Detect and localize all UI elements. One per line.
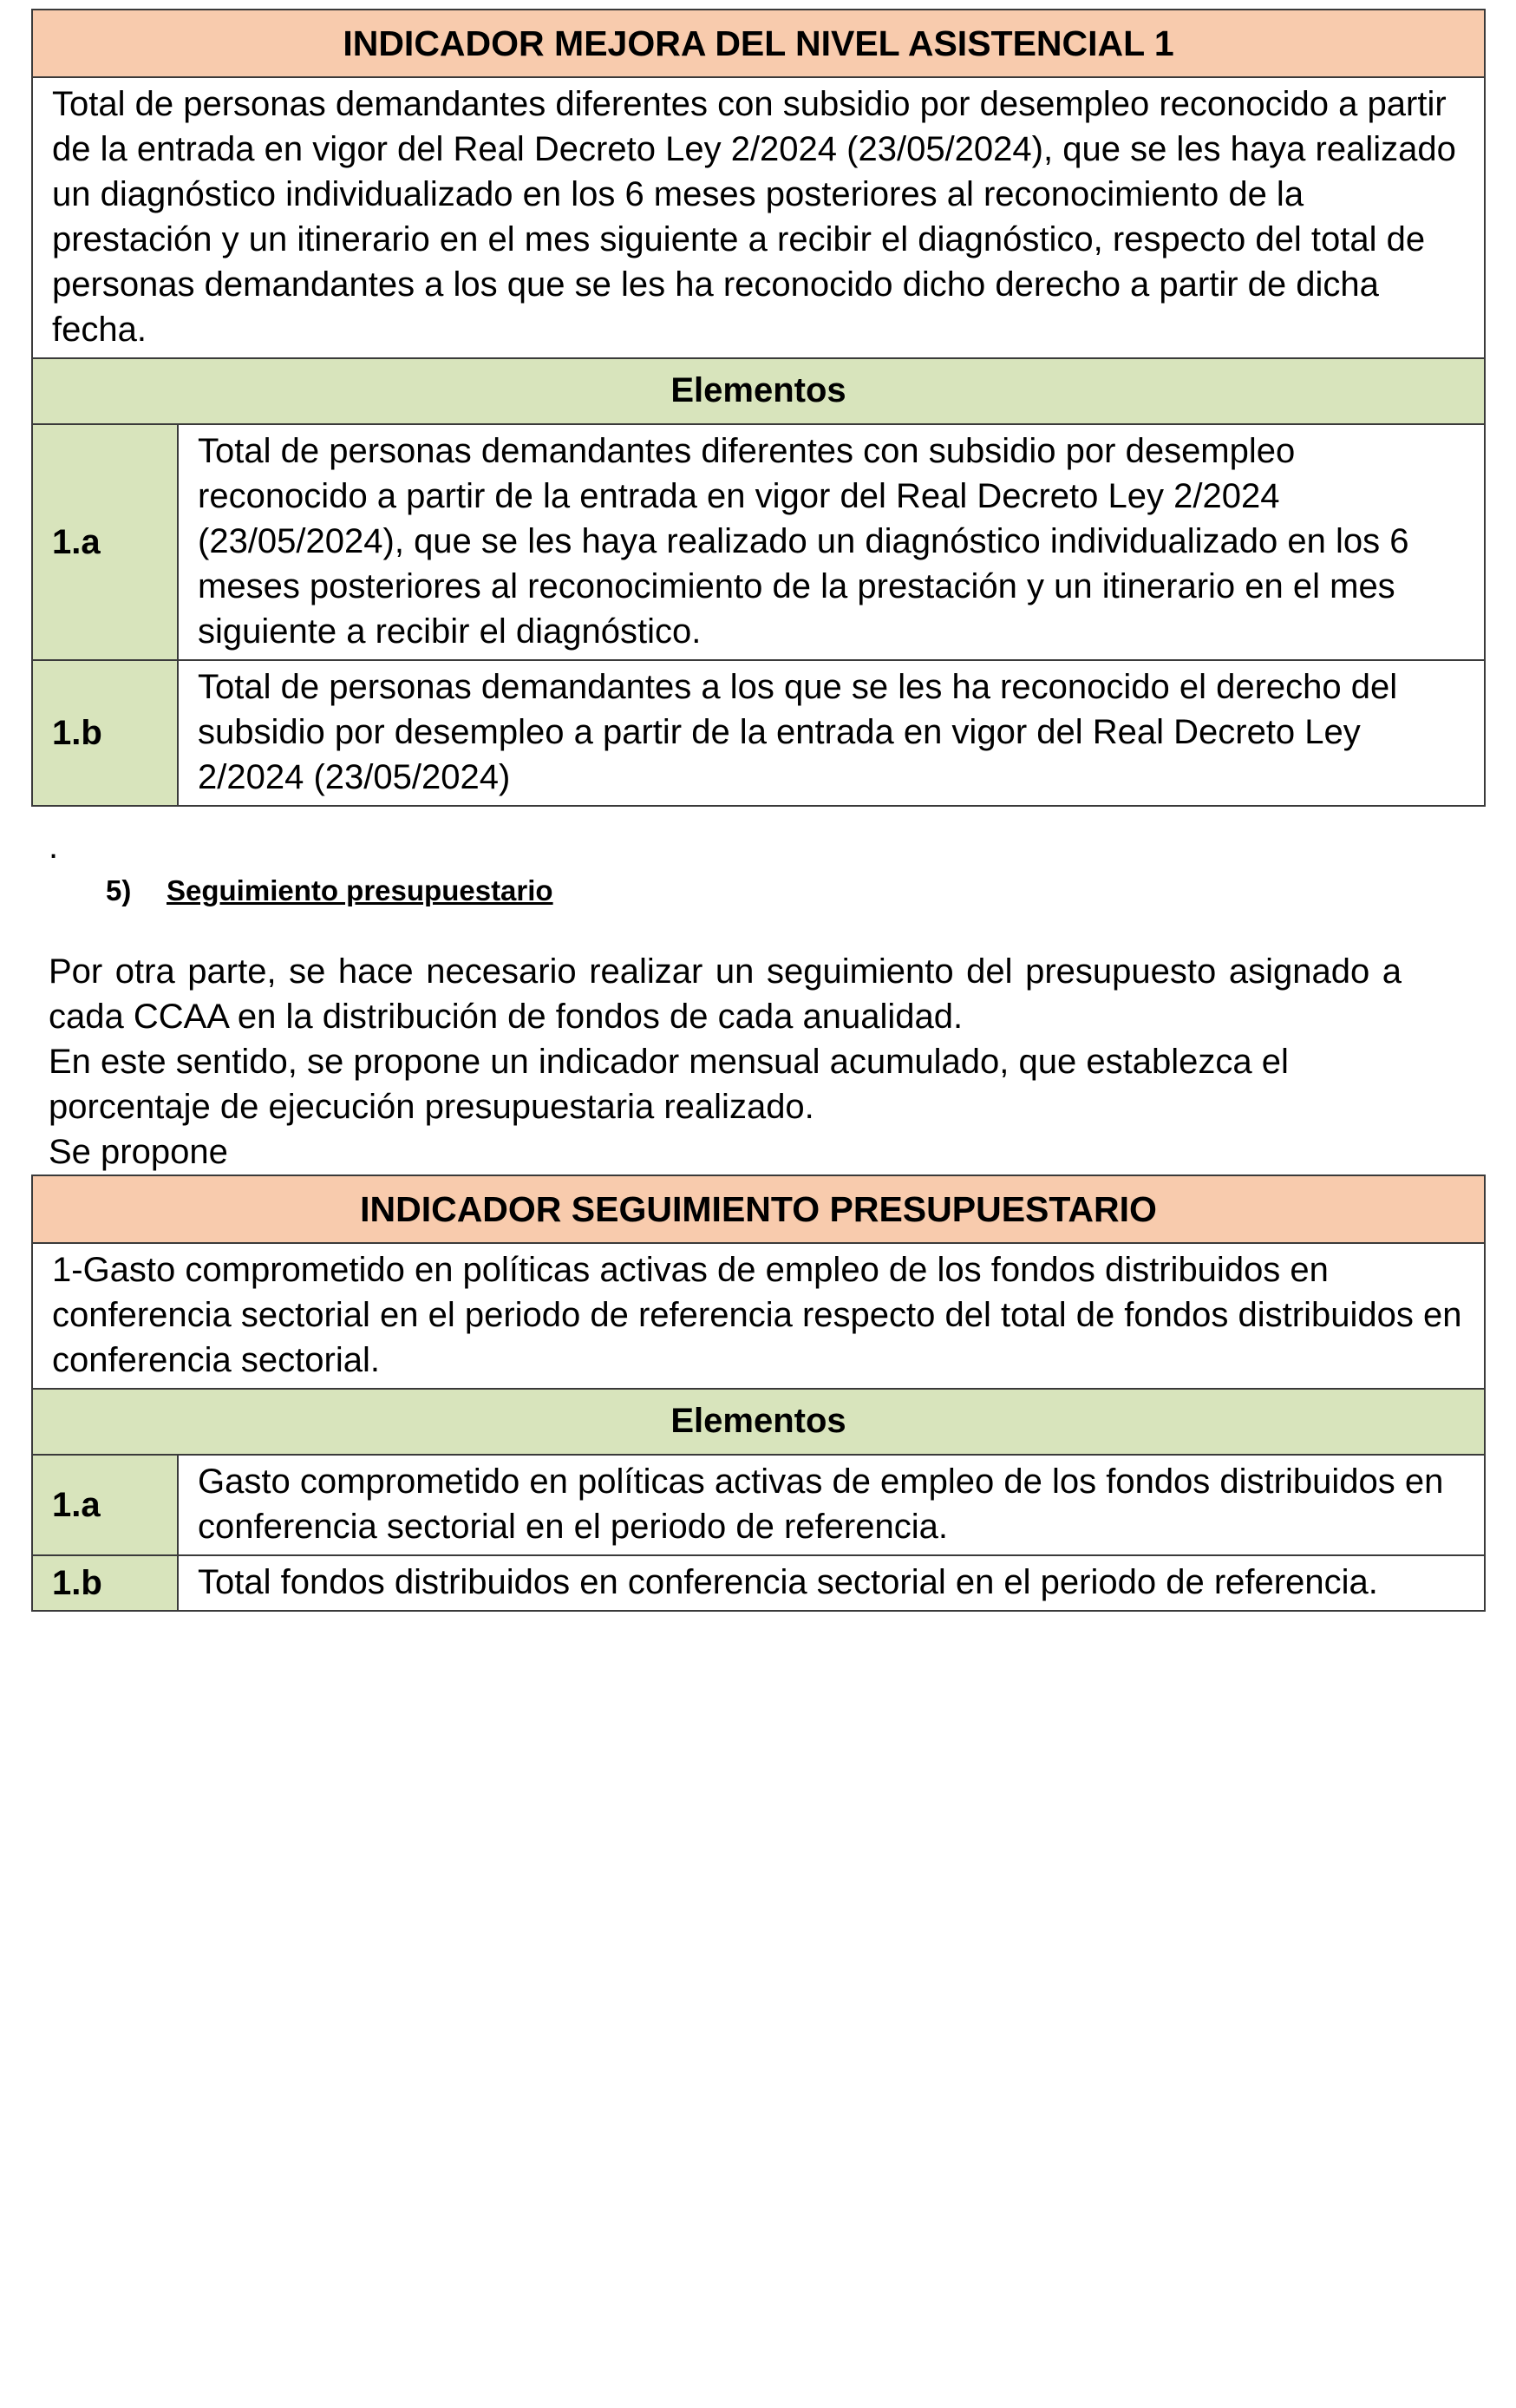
section-heading <box>106 870 553 912</box>
indicator-table-presupuestario <box>31 1175 1486 1612</box>
element-code: 1.b <box>32 1555 178 1611</box>
element-text: Gasto comprometido en políticas activas de empleo de los fondos distribuidos en conferencia sectorial en el periodo de referencia. <box>178 1455 1485 1555</box>
elements-header-row <box>32 358 1485 424</box>
section-number: 5) <box>106 874 132 906</box>
paragraph-intro: Por otra parte, se hace necesario realizar un seguimiento del presupuesto asignado a cada CCAA en la distribución de fondos de cada anualidad. <box>49 952 1402 1036</box>
indicator-description: Total de personas demandantes diferentes con subsidio por desempleo reconocido a partir de la entrada en vigor del Real Decreto Ley 2/2024 (23/05/2024), que se les haya realizado un diagnóstico individualizado en los 6 meses posteriores al reconocimiento de la prestación y un itinerario en el mes siguiente a recibir el diagnóstico, respecto del total de personas demandantes a los que se les ha reconocido dicho derecho a partir de dicha fecha. <box>32 77 1485 358</box>
table-description-row <box>32 1243 1485 1389</box>
section-title: Seguimiento presupuestario <box>167 874 553 906</box>
element-code: 1.a <box>32 1455 178 1555</box>
table-header-row <box>32 1175 1485 1243</box>
table-description-row <box>32 77 1485 358</box>
table-header-row <box>32 10 1485 77</box>
paragraph-se-propone: Se propone <box>49 1133 228 1171</box>
indicator-title: INDICADOR MEJORA DEL NIVEL ASISTENCIAL 1 <box>32 10 1485 77</box>
indicator-table-asistencial <box>31 9 1486 807</box>
indicator-description: 1-Gasto comprometido en políticas activas de empleo de los fondos distribuidos en conferencia sectorial en el periodo de referencia respecto del total de fondos distribuidos en conferencia sectorial. <box>32 1243 1485 1389</box>
elements-label: Elementos <box>32 1389 1485 1455</box>
element-text: Total de personas demandantes a los que se les ha reconocido el derecho del subsidio por desempleo a partir de la entrada en vigor del Real Decreto Ley 2/2024 (23/05/2024) <box>178 660 1485 806</box>
table-row <box>32 424 1485 660</box>
elements-label: Elementos <box>32 358 1485 424</box>
element-code: 1.b <box>32 660 178 806</box>
table-row <box>32 1455 1485 1555</box>
element-text: Total de personas demandantes diferentes con subsidio por desempleo reconocido a partir de la entrada en vigor del Real Decreto Ley 2/2024 (23/05/2024), que se les haya realizado un diagnóstico individualizado en los 6 meses posteriores al reconocimiento de la prestación y un itinerario en el mes siguiente a recibir el diagnóstico. <box>178 424 1485 660</box>
element-text: Total fondos distribuidos en conferencia sectorial en el periodo de referencia. <box>178 1555 1485 1611</box>
elements-header-row <box>32 1389 1485 1455</box>
table-row <box>32 1555 1485 1611</box>
table-row <box>32 660 1485 806</box>
separator-dot: . <box>49 828 59 866</box>
indicator-title: INDICADOR SEGUIMIENTO PRESUPUESTARIO <box>32 1175 1485 1243</box>
paragraph-proposal: En este sentido, se propone un indicador mensual acumulado, que establezca el porcentaje de ejecución presupuestaria realizado. <box>49 1043 1289 1126</box>
element-code: 1.a <box>32 424 178 660</box>
